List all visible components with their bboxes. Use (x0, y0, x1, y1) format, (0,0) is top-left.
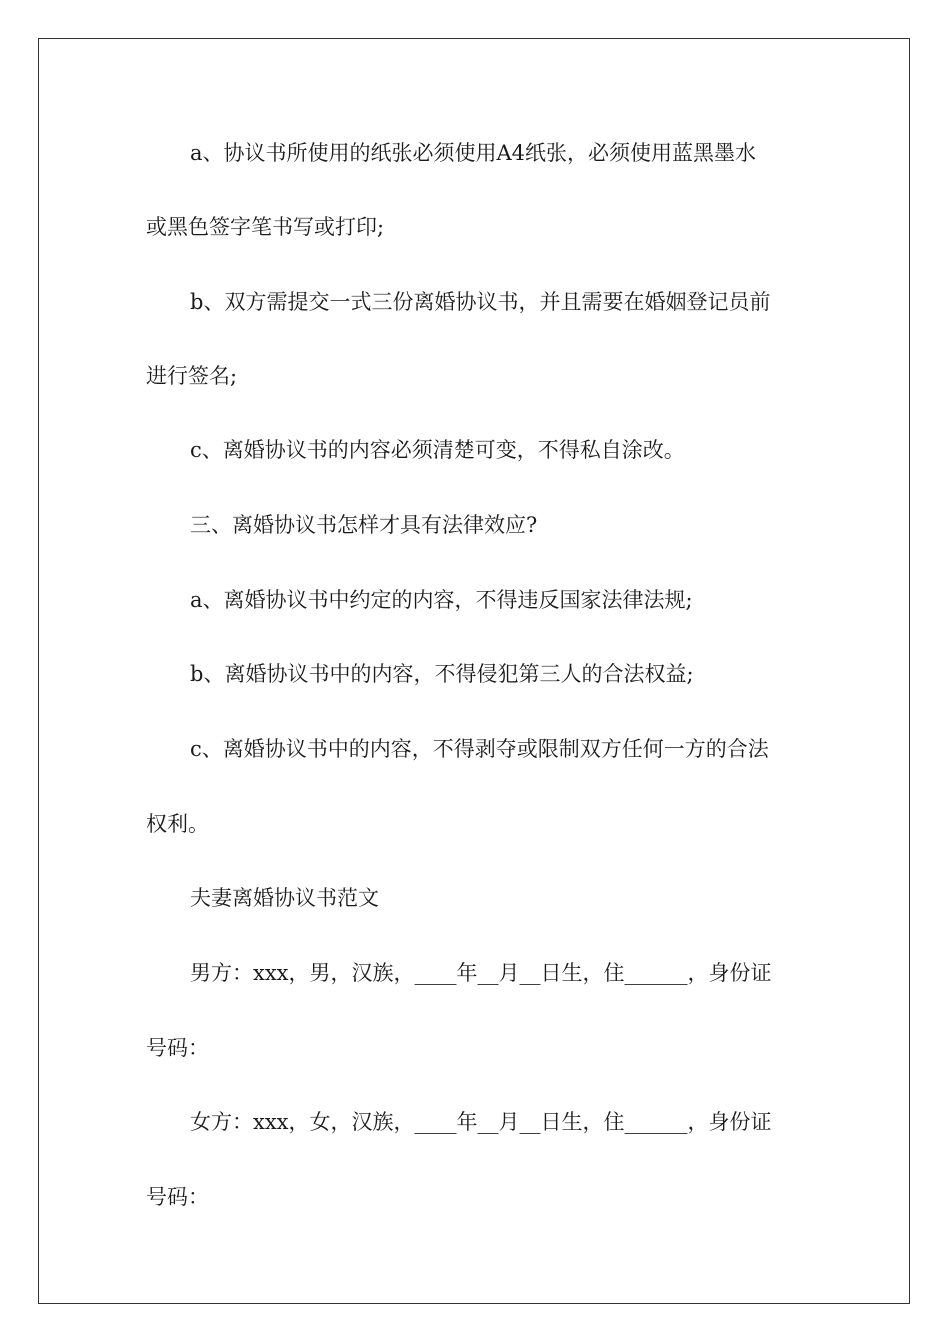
paragraph-line-female-id: 号码： (146, 1185, 209, 1209)
section-heading-sample: 夫妻离婚协议书范文 (190, 886, 379, 910)
paragraph-line-b-copies-cont: 进行签名; (146, 364, 238, 388)
paragraph-line-c-rights-cont: 权利。 (146, 812, 209, 836)
paragraph-line-male-party: 男方：xxx，男，汉族，____年__月__日生，住______，身份证 (190, 961, 772, 985)
paragraph-line-male-id: 号码： (146, 1036, 209, 1060)
paragraph-line-a-law: a、离婚协议书中约定的内容，不得违反国家法律法规; (190, 588, 693, 612)
paragraph-line-b-copies: b、双方需提交一式三份离婚协议书，并且需要在婚姻登记员前 (190, 290, 771, 314)
paragraph-line-b-third-party: b、离婚协议书中的内容，不得侵犯第三人的合法权益; (190, 662, 694, 686)
paragraph-line-c-rights: c、离婚协议书中的内容，不得剥夺或限制双方任何一方的合法 (190, 737, 769, 761)
paragraph-line-female-party: 女方：xxx，女，汉族，____年__月__日生，住______，身份证 (190, 1110, 772, 1134)
section-heading-legal-effect: 三、离婚协议书怎样才具有法律效应? (190, 513, 538, 537)
paragraph-line-c-content: c、离婚协议书的内容必须清楚可变，不得私自涂改。 (190, 438, 685, 462)
paragraph-line-a-paper-cont: 或黑色签字笔书写或打印; (146, 215, 385, 239)
paragraph-line-a-paper: a、协议书所使用的纸张必须使用A4纸张，必须使用蓝黑墨水 (190, 141, 757, 165)
